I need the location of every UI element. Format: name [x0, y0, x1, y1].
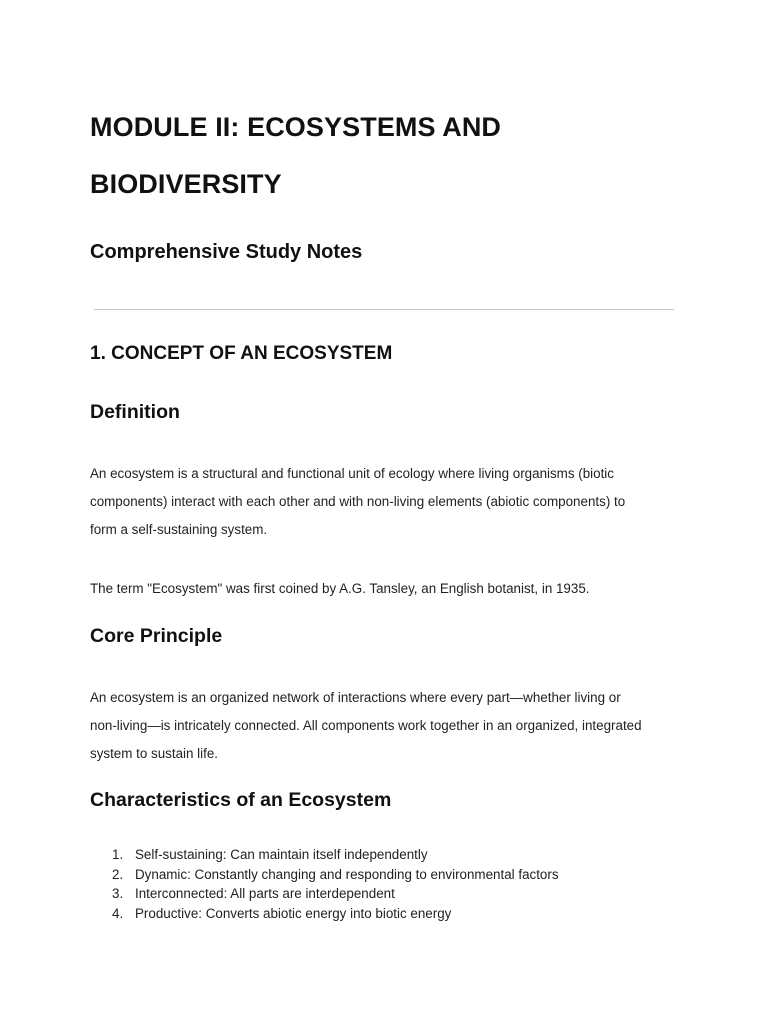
list-item-number: 1.: [112, 847, 124, 862]
definition-paragraph-line-1: An ecosystem is a structural and functional unit of ecology where living organisms (biotic: [90, 466, 614, 481]
page-title-line-2: BIODIVERSITY: [90, 169, 282, 199]
list-item: [112, 867, 559, 882]
core-principle-line-2: non-living—is intricately connected. All components work together in an organized, integrated: [90, 718, 642, 733]
page-subtitle: Comprehensive Study Notes: [90, 241, 363, 263]
core-principle-line-3: system to sustain life.: [90, 746, 219, 761]
page-title-line-1: MODULE II: ECOSYSTEMS AND: [90, 112, 502, 142]
list-item-text: Interconnected: All parts are interdependent: [135, 886, 395, 901]
list-item: [112, 906, 451, 921]
list-item: [112, 847, 428, 862]
horizontal-divider: [94, 309, 674, 310]
list-item-number: 4.: [112, 906, 124, 921]
list-item-number: 3.: [112, 886, 124, 901]
definition-paragraph-line-3: form a self-sustaining system.: [90, 522, 268, 537]
list-item-text: Self-sustaining: Can maintain itself independently: [135, 847, 428, 862]
subheading-characteristics: Characteristics of an Ecosystem: [90, 789, 392, 811]
list-item-number: 2.: [112, 867, 124, 882]
list-item: [112, 886, 395, 901]
tansley-note: The term "Ecosystem" was first coined by A.G. Tansley, an English botanist, in 1935.: [90, 581, 590, 596]
list-item-text: Dynamic: Constantly changing and responding to environmental factors: [135, 867, 559, 882]
subheading-core-principle: Core Principle: [90, 625, 223, 647]
subheading-definition: Definition: [90, 401, 180, 423]
core-principle-line-1: An ecosystem is an organized network of interactions where every part—whether living or: [90, 690, 621, 705]
list-item-text: Productive: Converts abiotic energy into biotic energy: [135, 906, 452, 921]
section-heading-concept: 1. CONCEPT OF AN ECOSYSTEM: [90, 343, 393, 364]
definition-paragraph-line-2: components) interact with each other and with non-living elements (abiotic components) to: [90, 494, 626, 509]
